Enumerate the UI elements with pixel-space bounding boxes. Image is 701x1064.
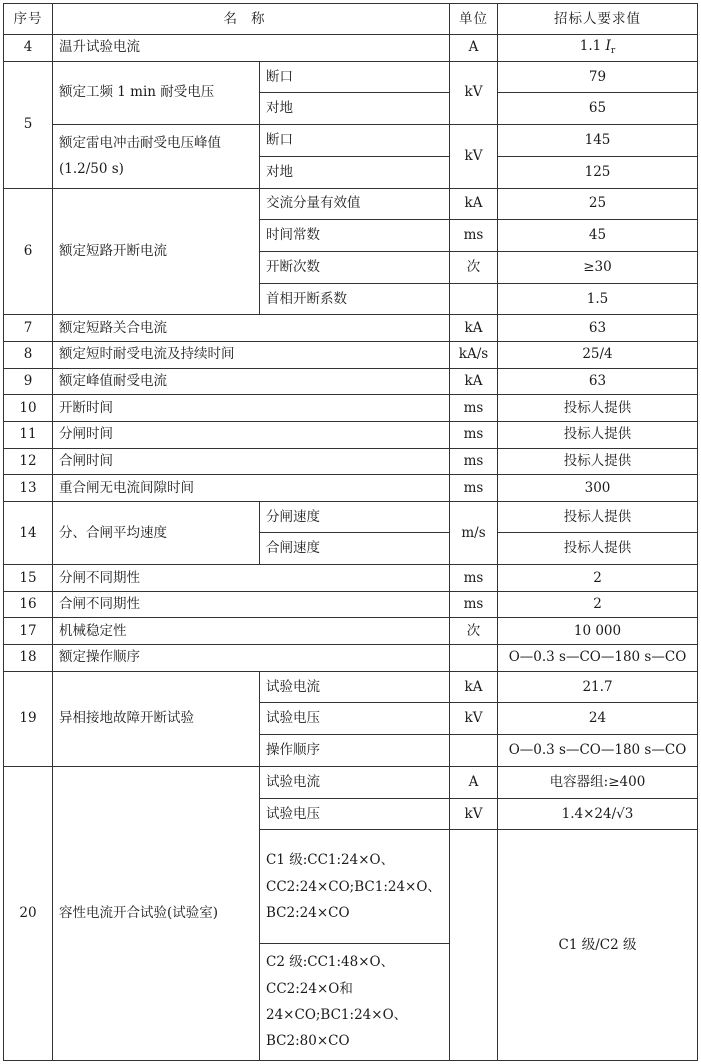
rated-current-symbol: I bbox=[605, 38, 611, 55]
row-subname: 试验电流 bbox=[260, 671, 450, 703]
row-name: 容性电流开合试验(试验室) bbox=[53, 766, 260, 1060]
row-name: 额定短时耐受电流及持续时间 bbox=[53, 342, 450, 369]
row-no: 11 bbox=[4, 421, 53, 448]
table-row bbox=[4, 368, 698, 395]
row-value: 1.4×24/√3 bbox=[498, 798, 698, 830]
row-unit: kA bbox=[450, 188, 498, 220]
row-subname: C1 级:CC1:24×O、CC2:24×CO;BC1:24×O、BC2:24×CO bbox=[260, 830, 450, 944]
row-unit: ms bbox=[450, 421, 498, 448]
row-subname: 时间常数 bbox=[260, 220, 450, 252]
row-value: O—0.3 s—CO—180 s—CO bbox=[498, 735, 698, 767]
row-subname: 对地 bbox=[260, 93, 450, 125]
row-no: 17 bbox=[4, 618, 53, 645]
row-value: 2 bbox=[498, 591, 698, 618]
row-no: 14 bbox=[4, 501, 53, 564]
row-subname: 断口 bbox=[260, 61, 450, 93]
row-value: 300 bbox=[498, 475, 698, 502]
row-subname: C2 级:CC1:48×O、CC2:24×O和 24×CO;BC1:24×O、BC2:80×CO bbox=[260, 943, 450, 1060]
row-unit: ms bbox=[450, 591, 498, 618]
row-name: 开断时间 bbox=[53, 395, 450, 422]
row-unit: kV bbox=[450, 798, 498, 830]
row-unit bbox=[450, 283, 498, 315]
row-value: 25/4 bbox=[498, 342, 698, 369]
row-value: 2 bbox=[498, 565, 698, 592]
row-value: 63 bbox=[498, 315, 698, 342]
table-row bbox=[4, 315, 698, 342]
table-row bbox=[4, 125, 698, 157]
row-subname: 交流分量有效值 bbox=[260, 188, 450, 220]
row-no: 7 bbox=[4, 315, 53, 342]
row-value bbox=[498, 35, 698, 62]
row-unit: m/s bbox=[450, 501, 498, 564]
table-row bbox=[4, 342, 698, 369]
row-subname: 首相开断系数 bbox=[260, 283, 450, 315]
row-name: 额定工频 1 min 耐受电压 bbox=[53, 61, 260, 124]
table-row bbox=[4, 766, 698, 798]
row-unit: ms bbox=[450, 220, 498, 252]
row-no: 18 bbox=[4, 645, 53, 672]
row-value: 145 bbox=[498, 125, 698, 157]
row-no: 20 bbox=[4, 766, 53, 1060]
row-unit bbox=[450, 645, 498, 672]
row-no: 8 bbox=[4, 342, 53, 369]
row-value: 电容器组:≥400 bbox=[498, 766, 698, 798]
row-unit: ms bbox=[450, 475, 498, 502]
row-no: 9 bbox=[4, 368, 53, 395]
row-value: 79 bbox=[498, 61, 698, 93]
row-unit: ms bbox=[450, 395, 498, 422]
table-row bbox=[4, 61, 698, 93]
row-value: 65 bbox=[498, 93, 698, 125]
header-value: 招标人要求值 bbox=[498, 4, 698, 35]
row-name: 额定短路关合电流 bbox=[53, 315, 450, 342]
row-name: 机械稳定性 bbox=[53, 618, 450, 645]
row-value: 63 bbox=[498, 368, 698, 395]
row-value: 投标人提供 bbox=[498, 421, 698, 448]
row-value: 125 bbox=[498, 156, 698, 188]
row-unit: kV bbox=[450, 125, 498, 188]
row-subname: 试验电流 bbox=[260, 766, 450, 798]
table-row bbox=[4, 671, 698, 703]
row-unit bbox=[450, 735, 498, 767]
row-unit: 次 bbox=[450, 252, 498, 284]
row-value: O—0.3 s—CO—180 s—CO bbox=[498, 645, 698, 672]
row-subname: 对地 bbox=[260, 156, 450, 188]
table-row bbox=[4, 448, 698, 475]
row-unit: kA bbox=[450, 671, 498, 703]
header-no: 序号 bbox=[4, 4, 53, 35]
row-unit: kA bbox=[450, 368, 498, 395]
row-value: 投标人提供 bbox=[498, 501, 698, 533]
header-name: 名称 bbox=[53, 4, 450, 35]
row-name: 额定操作顺序 bbox=[53, 645, 450, 672]
row-name: 分、合闸平均速度 bbox=[53, 501, 260, 564]
row-value: ≥30 bbox=[498, 252, 698, 284]
row-value: 投标人提供 bbox=[498, 533, 698, 565]
table-row bbox=[4, 421, 698, 448]
row-no: 4 bbox=[4, 35, 53, 62]
row-no: 16 bbox=[4, 591, 53, 618]
row-subname: 合闸速度 bbox=[260, 533, 450, 565]
row-value: 1.5 bbox=[498, 283, 698, 315]
table-row bbox=[4, 188, 698, 220]
row-name: 额定峰值耐受电流 bbox=[53, 368, 450, 395]
header-unit: 单位 bbox=[450, 4, 498, 35]
row-subname: 试验电压 bbox=[260, 798, 450, 830]
table-row bbox=[4, 591, 698, 618]
row-unit: ms bbox=[450, 565, 498, 592]
row-no: 5 bbox=[4, 61, 53, 188]
row-value-subscript: r bbox=[610, 46, 616, 57]
row-subname: 操作顺序 bbox=[260, 735, 450, 767]
row-value: 投标人提供 bbox=[498, 448, 698, 475]
row-name: 合闸时间 bbox=[53, 448, 450, 475]
row-value: 投标人提供 bbox=[498, 395, 698, 422]
row-unit: kA bbox=[450, 315, 498, 342]
table-row bbox=[4, 565, 698, 592]
row-name: 额定短路开断电流 bbox=[53, 188, 260, 315]
row-value: 24 bbox=[498, 703, 698, 735]
table-row bbox=[4, 395, 698, 422]
table-row bbox=[4, 618, 698, 645]
table-row bbox=[4, 501, 698, 533]
table-row bbox=[4, 35, 698, 62]
row-no: 10 bbox=[4, 395, 53, 422]
spec-table bbox=[3, 3, 698, 1061]
table-row bbox=[4, 645, 698, 672]
row-subname: 断口 bbox=[260, 125, 450, 157]
row-unit: ms bbox=[450, 448, 498, 475]
row-name: 分闸不同期性 bbox=[53, 565, 450, 592]
row-unit: kV bbox=[450, 61, 498, 124]
row-unit: kA/s bbox=[450, 342, 498, 369]
row-no: 13 bbox=[4, 475, 53, 502]
row-unit: A bbox=[450, 35, 498, 62]
row-name: 异相接地故障开断试验 bbox=[53, 671, 260, 766]
row-no: 19 bbox=[4, 671, 53, 766]
table-row bbox=[4, 475, 698, 502]
row-value-text: 1.1 I bbox=[579, 38, 611, 55]
row-name: 重合闸无电流间隙时间 bbox=[53, 475, 450, 502]
row-name: 合闸不同期性 bbox=[53, 591, 450, 618]
row-name: 额定雷电冲击耐受电压峰值(1.2/50 s) bbox=[53, 125, 260, 188]
row-no: 15 bbox=[4, 565, 53, 592]
row-no: 6 bbox=[4, 188, 53, 315]
row-name: 分闸时间 bbox=[53, 421, 450, 448]
row-value: 45 bbox=[498, 220, 698, 252]
row-value: 25 bbox=[498, 188, 698, 220]
row-value: 10 000 bbox=[498, 618, 698, 645]
row-unit-empty bbox=[450, 830, 498, 1061]
row-value: 21.7 bbox=[498, 671, 698, 703]
row-no: 12 bbox=[4, 448, 53, 475]
row-value: C1 级/C2 级 bbox=[498, 830, 698, 1061]
row-name: 温升试验电流 bbox=[53, 35, 450, 62]
row-unit: A bbox=[450, 766, 498, 798]
header-row bbox=[4, 4, 698, 35]
row-unit: kV bbox=[450, 703, 498, 735]
row-subname: 分闸速度 bbox=[260, 501, 450, 533]
row-subname: 开断次数 bbox=[260, 252, 450, 284]
row-unit: 次 bbox=[450, 618, 498, 645]
row-subname: 试验电压 bbox=[260, 703, 450, 735]
